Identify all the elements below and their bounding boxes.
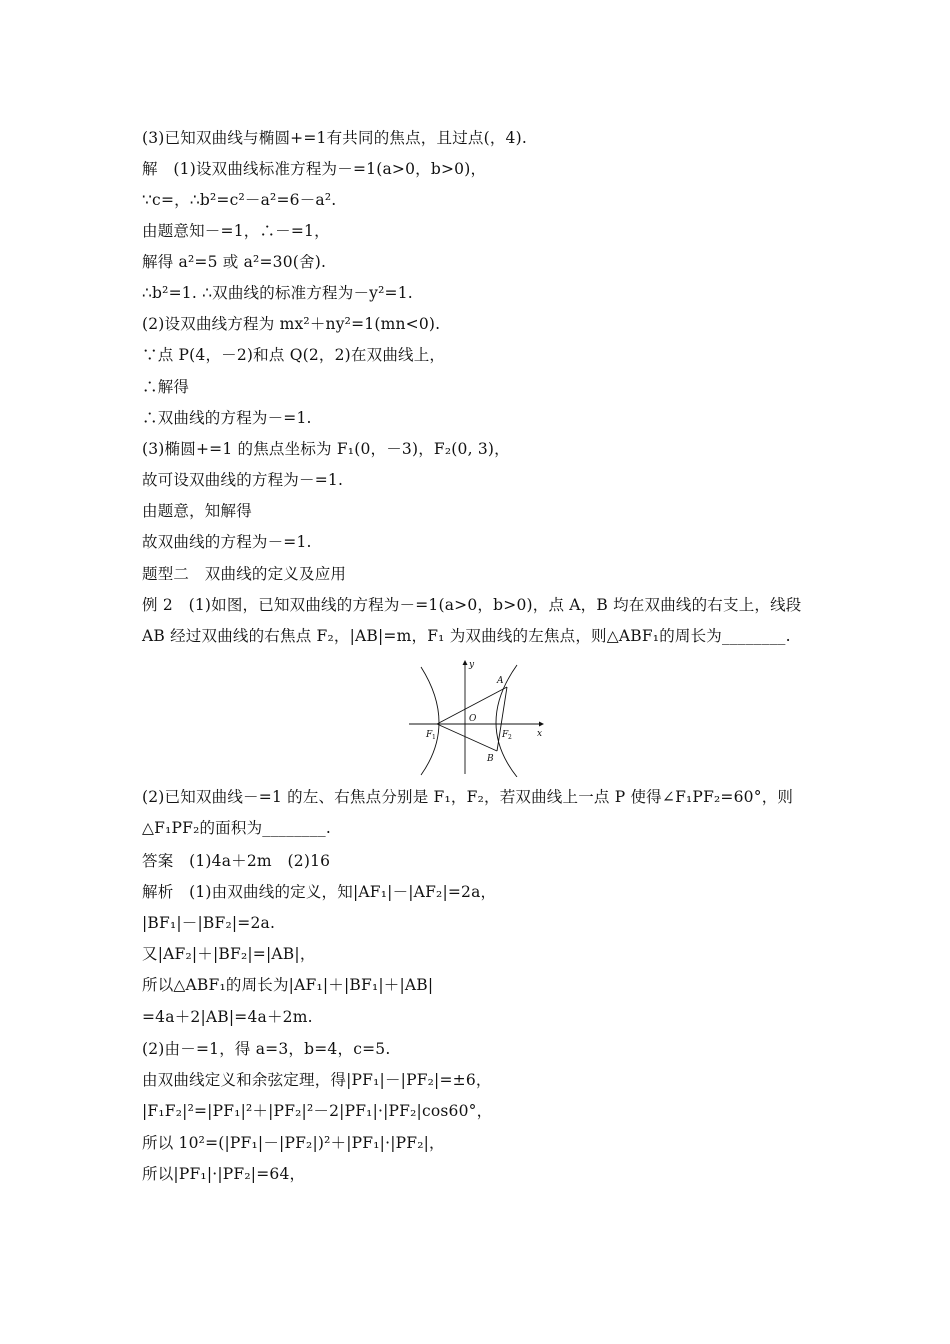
text-line: 解析 (1)由双曲线的定义，知|AF₁|－|AF₂|=2a，: [142, 883, 497, 901]
example-2-question: 例 2 (1)如图，已知双曲线的方程为－=1(a>0，b>0)，点 A，B 均在双曲线的右支上，线段 AB 经过双曲线的右焦点 F₂，|AB|=m，F₁ 为双曲线的左焦点，则△ABF₁的周长为________.: [142, 596, 802, 645]
label-f2: F: [502, 730, 509, 740]
text-line: △F₁PF₂的面积为________.: [142, 819, 332, 837]
label-f1: F: [426, 730, 433, 740]
text-line: (2)已知双曲线－=1 的左、右焦点分别是 F₁，F₂，若双曲线上一点 P 使得∠F₁PF₂=60°，则: [142, 788, 794, 806]
text-line: =4a＋2|AB|=4a＋2m.: [142, 1008, 313, 1026]
text-line: 故双曲线的方程为－=1.: [142, 533, 312, 551]
label-x: x: [537, 729, 543, 739]
section-heading: 题型二 双曲线的定义及应用: [142, 565, 347, 583]
hyperbola-diagram: [405, 657, 547, 777]
text-line: 所以 10²=(|PF₁|－|PF₂|)²＋|PF₁|·|PF₂|，: [142, 1134, 445, 1152]
hyperbola-figure: [405, 657, 547, 777]
text-line: 由题意，知解得: [142, 502, 252, 520]
text-line: 所以△ABF₁的周长为|AF₁|＋|BF₁|＋|AB|: [142, 976, 434, 994]
segment-f1-b: [437, 724, 497, 751]
y-axis-arrow: [463, 660, 468, 665]
x-axis-arrow: [539, 722, 544, 727]
label-o: O: [469, 714, 477, 724]
text-line: ∵点 P(4，－2)和点 Q(2，2)在双曲线上，: [142, 346, 446, 364]
text-line: 故可设双曲线的方程为－=1.: [142, 471, 344, 489]
answer-line: 答案 (1)4a＋2m (2)16: [142, 852, 331, 870]
left-branch: [421, 667, 439, 775]
text-line: ∴解得: [142, 378, 190, 396]
text-line: 又|AF₂|＋|BF₂|=|AB|，: [142, 945, 316, 963]
label-b: B: [487, 754, 494, 764]
text-line: ∵c=，∴b²=c²－a²=6－a².: [142, 191, 337, 209]
text-line: (2)设双曲线方程为 mx²＋ny²=1(mn<0).: [142, 315, 441, 333]
text-line: (3)已知双曲线与椭圆+=1有共同的焦点，且过点(，4).: [142, 129, 527, 147]
label-f2-sub: 2: [508, 734, 512, 741]
text-line: 解得 a²=5 或 a²=30(舍).: [142, 253, 327, 271]
segment-ab: [497, 687, 507, 751]
text-line: 由双曲线定义和余弦定理，得|PF₁|－|PF₂|=±6，: [142, 1071, 492, 1089]
text-line: 解 (1)设双曲线标准方程为－=1(a>0，b>0)，: [142, 160, 487, 178]
label-f1-sub: 1: [432, 734, 436, 741]
label-y: y: [469, 660, 475, 670]
text-line: (2)由－=1，得 a=3，b=4，c=5.: [142, 1040, 391, 1058]
text-line: 所以|PF₁|·|PF₂|=64，: [142, 1165, 306, 1183]
text-line: |F₁F₂|²=|PF₁|²＋|PF₂|²－2|PF₁|·|PF₂|cos60°，: [142, 1102, 493, 1120]
text-line: 由题意知－=1，∴－=1，: [142, 222, 330, 240]
text-line: ∴双曲线的方程为－=1.: [142, 409, 312, 427]
text-line: (3)椭圆+=1 的焦点坐标为 F₁(0，－3)，F₂(0, 3)，: [142, 440, 510, 458]
text-line: |BF₁|－|BF₂|=2a.: [142, 914, 276, 932]
text-line: ∴b²=1. ∴双曲线的标准方程为－y²=1.: [142, 284, 413, 302]
label-a: A: [497, 676, 504, 686]
